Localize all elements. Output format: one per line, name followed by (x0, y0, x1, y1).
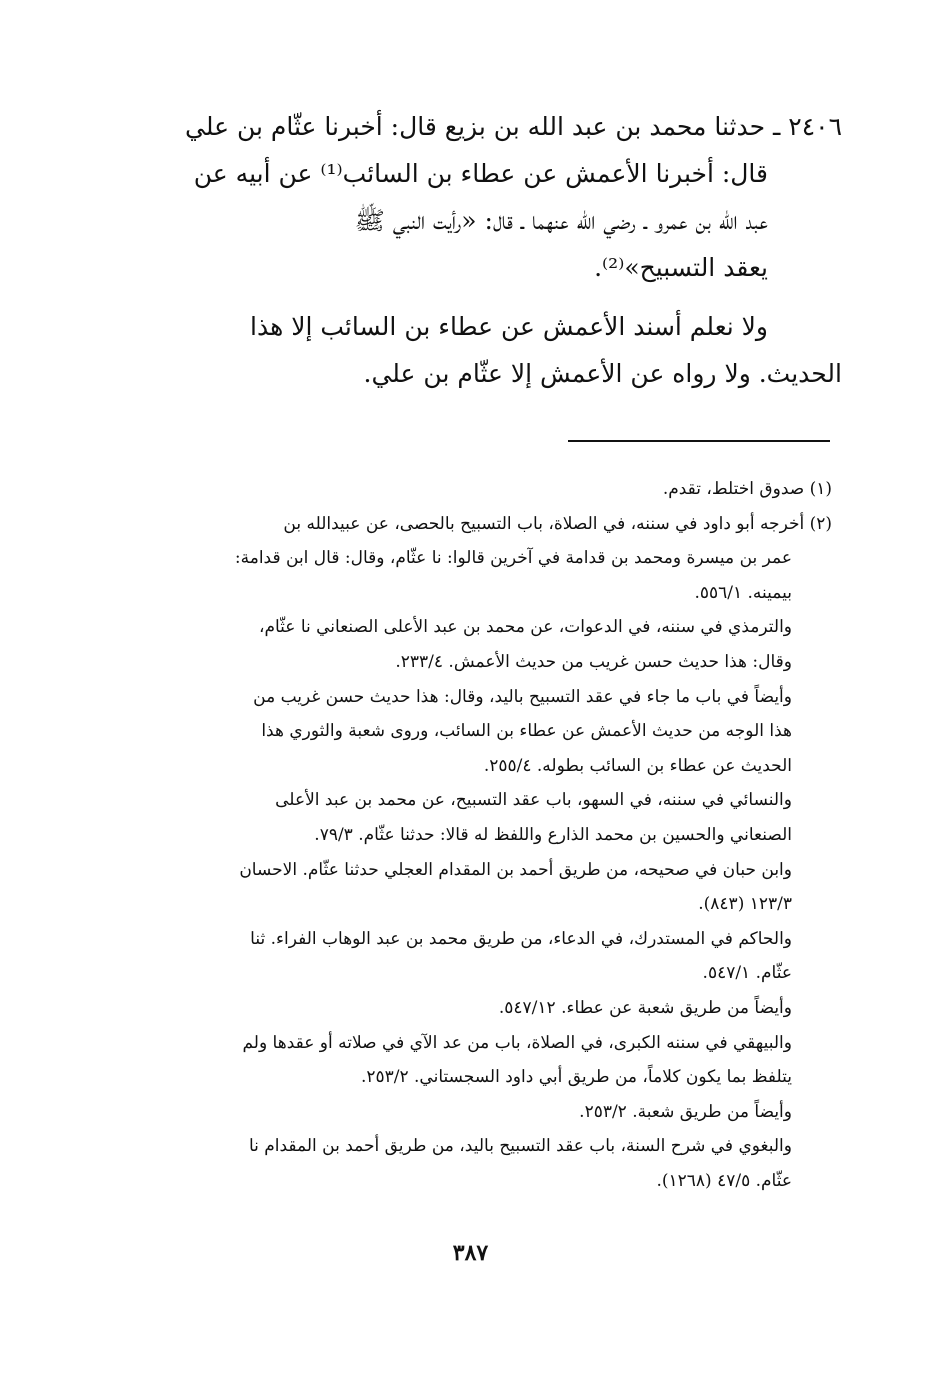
footnote-line: والترمذي في سننه، في الدعوات، عن محمد بن عبد الأعلى الصنعاني نا عثّام، (258, 617, 792, 638)
footnote-line: والبيهقي في سننه الكبرى، في الصلاة، باب من عد الآي في صلاته أو عقدها ولم (242, 1032, 792, 1053)
footnote-line: وأيضاً من طريق شعبة. ٢٥٣/٢. (579, 1101, 792, 1122)
hadith-line: قال: أخبرنا الأعمش عن عطاء بن السائب⁽¹⁾ عن أبيه عن (193, 159, 768, 188)
footnote-line: هذا الوجه من حديث الأعمش عن عطاء بن السائب، وروى شعبة والثوري هذا (261, 721, 792, 742)
footnote-divider (568, 440, 830, 442)
page-number: ٣٨٧ (452, 1240, 489, 1266)
footnote-line: الصنعاني والحسين بن محمد الذارع واللفظ له قالا: حدثنا عثّام. ٧٩/٣. (314, 824, 792, 845)
hadith-line: ٢٤٠٦ ـ حدثنا محمد بن عبد الله بن بزيع قال: أخبرنا عثّام بن علي (184, 112, 842, 141)
footnote-line: وأيضاً في باب ما جاء في عقد التسبيح باليد، وقال: هذا حديث حسن غريب من (253, 686, 792, 707)
hadith-line: عبد الله بن عمرو ـ رضي الله عنهما ـ قال: «رأيت النبي ﷺ (354, 206, 768, 235)
footnote-line: والنسائي في سننه، في السهو، باب عقد التسبيح، عن محمد بن عبد الأعلى (275, 790, 792, 811)
footnote-line: والحاكم في المستدرك، في الدعاء، من طريق محمد بن عبد الوهاب الفراء. ثنا (250, 928, 792, 949)
footnote-line: وابن حبان في صحيحه، من طريق أحمد بن المقدام العجلي حدثنا عثّام. الاحسان (239, 859, 792, 880)
footnote-line: الحديث عن عطاء بن السائب بطوله. ٢٥٥/٤. (483, 755, 792, 776)
commentary-line: ولا نعلم أسند الأعمش عن عطاء بن السائب إلا هذا (250, 312, 768, 341)
hadith-line: يعقد التسبيح»⁽²⁾. (594, 253, 768, 282)
footnote-line: يتلفظ بما يكون كلاماً، من طريق أبي داود السجستاني. ٢٥٣/٢. (360, 1067, 792, 1088)
footnote-line: عثّام. ٥٤٧/١. (702, 963, 792, 984)
footnote-line: عثّام. ٤٧/٥ (١٢٦٨). (656, 1170, 792, 1191)
footnote-line: وأيضاً من طريق شعبة عن عطاء. ٥٤٧/١٢. (498, 997, 792, 1018)
footnote-line: (١) صدوق اختلط، تقدم. (662, 479, 832, 499)
hadith-text (130, 103, 842, 397)
footnote-line: والبغوي في شرح السنة، باب عقد التسبيح باليد، من طريق أحمد بن المقدام نا (248, 1136, 792, 1157)
footnote-line: ١٢٣/٣ (٨٤٣). (698, 894, 792, 915)
commentary-line: الحديث. ولا رواه عن الأعمش إلا عثّام بن علي. (363, 359, 842, 388)
footnote-line: (٢) أخرجه أبو داود في سننه، في الصلاة، باب التسبيح بالحصى، عن عبيدالله بن (283, 513, 832, 534)
footnotes (130, 472, 842, 1198)
footnote-line: بيمينه. ٥٥٦/١. (694, 582, 792, 603)
footnote-line: عمر بن ميسرة ومحمد بن قدامة في آخرين قالوا: نا عثّام، وقال: قال ابن قدامة: (234, 548, 792, 569)
footnote-line: وقال: هذا حديث حسن غريب من حديث الأعمش. ٢٣٣/٤. (395, 651, 792, 672)
